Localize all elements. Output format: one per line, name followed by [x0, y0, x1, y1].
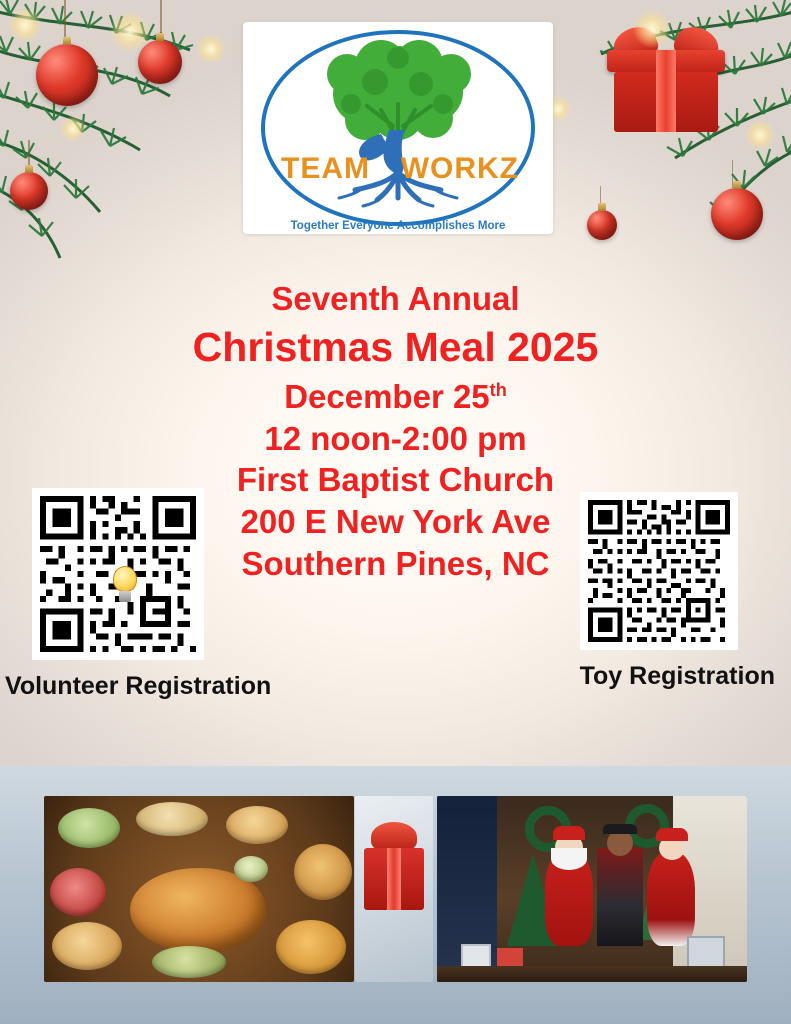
host-figure	[597, 848, 643, 946]
toy-qr-code[interactable]	[580, 492, 738, 650]
gift-ribbon	[387, 848, 401, 910]
side-dish	[58, 808, 120, 848]
photo-christmas-feast	[44, 796, 354, 982]
side-dish	[234, 856, 268, 882]
tree-icon	[243, 22, 553, 234]
bow-left	[608, 21, 662, 69]
toy-registration-label: Toy Registration	[579, 662, 775, 690]
cranberries	[50, 868, 106, 916]
side-dish	[152, 946, 226, 978]
light-sparkle	[633, 10, 671, 48]
gift-lid	[607, 50, 725, 72]
ornament-thread	[28, 140, 30, 172]
gift-box-decoration	[607, 36, 725, 132]
light-sparkle	[745, 120, 775, 150]
side-dish	[276, 920, 346, 974]
volunteer-qr-block[interactable]	[5, 488, 272, 701]
toy-qr-block[interactable]	[579, 492, 775, 691]
mrs-claus-figure	[647, 852, 695, 946]
santa-hat	[553, 826, 585, 840]
bauble-ornament	[138, 40, 182, 84]
event-date-text: December 25	[284, 378, 490, 416]
side-dish	[226, 806, 288, 844]
floor	[437, 966, 747, 982]
team-workz-logo	[243, 22, 553, 234]
event-subtitle: Seventh Annual	[271, 280, 520, 317]
gift-ribbon	[656, 50, 676, 132]
ornament-thread	[732, 160, 734, 188]
lightbulb-icon	[110, 566, 140, 604]
bauble-ornament	[36, 44, 98, 106]
event-date-ordinal: th	[489, 380, 507, 401]
photo-santa-and-hosts	[437, 796, 747, 982]
host-hat	[603, 824, 637, 834]
bow-right	[670, 21, 724, 69]
bauble-ornament	[711, 188, 763, 240]
santa-beard	[551, 848, 587, 870]
logo-word-workz: WORKZ	[400, 152, 519, 185]
ornament-thread	[160, 0, 162, 40]
gift-body	[614, 72, 718, 132]
pumpkin-pie	[294, 844, 352, 900]
side-dish	[136, 802, 208, 836]
event-city-state: Southern Pines, NC	[241, 544, 550, 582]
bauble-ornament	[10, 172, 48, 210]
light-sparkle	[196, 34, 226, 64]
logo-word-team: TEAM	[281, 152, 370, 185]
side-dish	[52, 922, 122, 970]
photo-gift-box	[355, 796, 433, 982]
light-sparkle	[110, 12, 150, 52]
mrs-claus-hat	[656, 828, 688, 841]
light-sparkle	[60, 116, 86, 142]
event-street: 200 E New York Ave	[240, 502, 551, 540]
ornament-thread	[600, 186, 602, 210]
light-sparkle	[8, 8, 42, 42]
logo-tagline: Together Everyone Accomplishes More	[290, 220, 506, 232]
event-title: Christmas Meal 2025	[192, 323, 599, 370]
event-date	[0, 376, 791, 418]
ornament-thread	[64, 0, 66, 44]
volunteer-registration-label: Volunteer Registration	[5, 672, 272, 700]
event-time: 12 noon-2:00 pm	[264, 419, 527, 457]
bauble-ornament	[587, 210, 617, 240]
event-venue: First Baptist Church	[236, 461, 555, 499]
lightbulb-glass	[113, 566, 137, 592]
lightbulb-base	[119, 591, 131, 602]
